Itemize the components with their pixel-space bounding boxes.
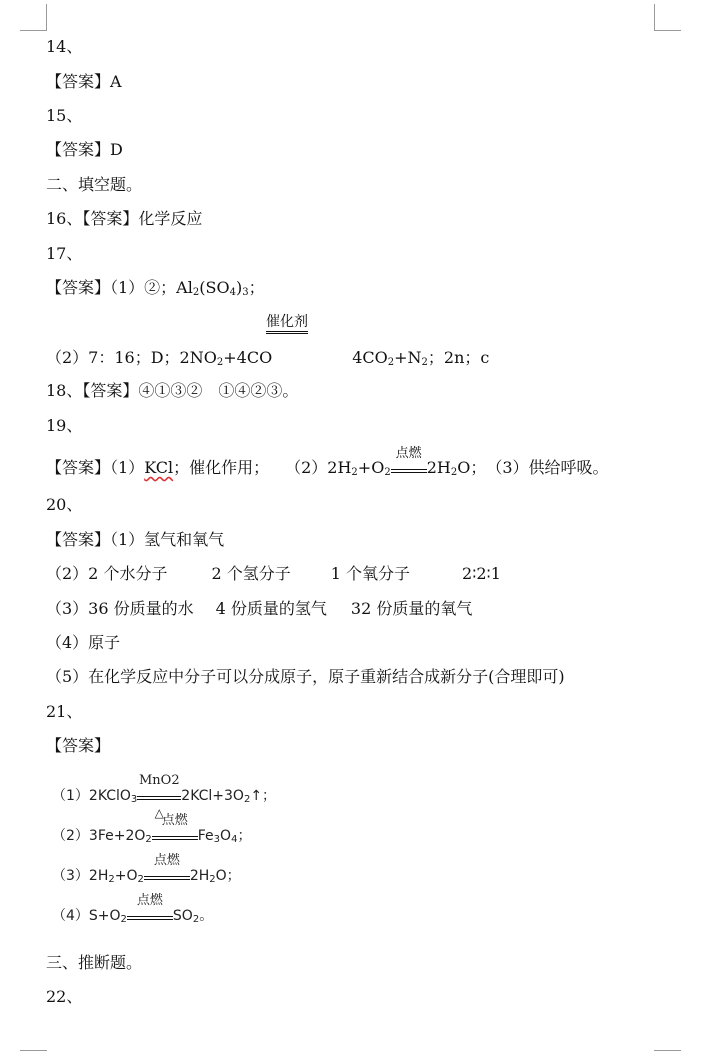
q21-e2-mid: O [220, 828, 232, 844]
crop-mark-top-right-h [654, 30, 681, 31]
q21-e3-s: 2 [108, 874, 115, 885]
q19-s3: 2 [450, 467, 458, 478]
section-2-heading: 二、填空题。 [46, 175, 143, 194]
q19-condition: 点燃 [395, 446, 422, 461]
q21-e3-bar [144, 876, 190, 880]
q21-e2-arrow [152, 813, 198, 840]
q21-e4-post: SO [172, 908, 193, 924]
q21-e3-condition: 点燃 [153, 853, 180, 868]
q20-l2c: 1 个氧分子 [330, 564, 411, 583]
q17-l1-end: ； [248, 278, 265, 297]
catalyst-condition-label: 催化剂 [266, 313, 308, 334]
q21-e3-s2: 2 [137, 874, 144, 885]
q21-e4-arrow [127, 893, 173, 920]
q21-e4-condition: 点燃 [136, 893, 163, 908]
q17-l2-a: （2）7：16；D；2NO [46, 348, 217, 367]
q19-answer [46, 446, 609, 478]
q16-answer: 16、【答案】化学反应 [46, 209, 203, 228]
q14-answer: 【答案】A [46, 72, 122, 91]
q18-answer: 18、【答案】④①③② ①④②③。 [46, 381, 299, 400]
q14-number: 14、 [46, 37, 83, 56]
q17-l2-sub3: 2 [421, 357, 428, 368]
q21-e3-s3: 2 [209, 874, 216, 885]
q21-equation-1 [52, 773, 277, 820]
q15-number: 15、 [46, 106, 83, 125]
q21-e3-mid: +O [114, 868, 138, 884]
q21-e1-post: 2KCl+3O [181, 788, 244, 804]
q20-l2d: 2∶2∶1 [462, 564, 501, 583]
q21-e2-bar [152, 836, 198, 840]
q17-l1-tail: ) [235, 278, 243, 297]
q17-l1-prefix: 【答案】（1）②；Al [46, 278, 193, 297]
q21-e2-s: 2 [145, 834, 152, 845]
q21-e3-post: 2H [189, 868, 210, 884]
q20-line-5: （5）在化学反应中分子可以分成原子，原子重新结合成新分子(合理即可) [46, 667, 565, 686]
q17-l2-sub2: 2 [387, 357, 395, 368]
q21-e2-s2: 3 [213, 834, 221, 845]
q20-number: 20、 [46, 495, 83, 514]
q19-s1: 2 [351, 467, 358, 478]
q20-l2a: （2）2 个水分子 [46, 564, 168, 583]
q19-equals-bar [391, 469, 427, 473]
q21-equation-3 [52, 853, 241, 886]
q19-s2: 2 [384, 467, 391, 478]
q21-e2-condition: 点燃 [161, 813, 188, 828]
q21-e3-pre: （3）2H [52, 868, 109, 884]
q19-prod: 2H [426, 458, 451, 477]
q17-l2-b: +4CO [223, 348, 273, 367]
q21-e1-arrow [137, 773, 181, 820]
q21-e2-pre: （2）3Fe+2O [52, 828, 146, 844]
crop-mark-top-left-v [46, 4, 47, 30]
q21-e4-bar [127, 916, 173, 920]
q21-e2-post: Fe [197, 828, 214, 844]
q21-number: 21、 [46, 702, 83, 721]
q20-line-2 [46, 564, 501, 584]
q17-number: 17、 [46, 244, 83, 263]
q17-answer-line-1 [46, 278, 265, 298]
q19-mid: ；催化作用； （2）2H [173, 458, 352, 477]
q17-l1-sub2: 4 [229, 287, 236, 298]
crop-mark-bottom-left-h [20, 1050, 47, 1051]
q20-l3a: （3）36 份质量的水 [46, 599, 194, 618]
q17-l1-mid: (SO [199, 278, 230, 297]
q21-answer-label: 【答案】 [46, 736, 111, 755]
q22-number: 22、 [46, 987, 83, 1006]
q21-e4-end: 。 [199, 908, 214, 924]
q21-e1-bar [137, 796, 181, 800]
q20-l3c: 32 份质量的氧气 [350, 599, 473, 618]
q20-l3b: 4 份质量的氢气 [215, 599, 327, 618]
q21-e2-s3: 4 [231, 834, 238, 845]
q20-line-3 [46, 599, 472, 619]
q19-pre: 【答案】（1） [46, 458, 145, 477]
q15-answer: 【答案】D [46, 140, 123, 159]
q19-plus: +O [357, 458, 385, 477]
q17-l2-d: +N [394, 348, 422, 367]
section-3-heading: 三、推断题。 [46, 953, 143, 972]
q20-line-1: 【答案】（1）氢气和氧气 [46, 530, 225, 549]
q19-prod2: O； （3）供给呼吸。 [457, 458, 609, 477]
q17-answer-line-2 [46, 348, 489, 368]
q19-number: 19、 [46, 416, 83, 435]
q21-e4-s2: 2 [192, 914, 200, 925]
q21-e4-pre: （4）S+O [52, 908, 121, 924]
q20-line-4: （4）原子 [46, 633, 121, 652]
q21-equation-2 [52, 813, 252, 846]
crop-mark-top-left-h [20, 30, 47, 31]
crop-mark-top-right-v [654, 4, 655, 30]
q21-e3-end: O； [215, 868, 241, 884]
q17-l2-c: 4CO [352, 348, 388, 367]
q21-e1-catalyst: MnO2 [138, 773, 180, 788]
q20-l2b: 2 个氢分子 [211, 564, 291, 583]
q21-e1-heat: △ [154, 806, 164, 820]
q21-e4-s: 2 [120, 914, 127, 925]
q21-equation-4 [52, 893, 214, 926]
q21-e3-arrow [144, 853, 190, 880]
q19-reaction-arrow [391, 446, 427, 473]
q21-e2-end: ； [237, 828, 252, 844]
q17-l1-sub3: 3 [242, 287, 249, 298]
q21-e1-pre: （1）2KClO [52, 788, 131, 804]
q19-kcl: KCl [144, 458, 174, 477]
q21-e1-end: ↑； [250, 788, 277, 804]
q21-e1-s2: 2 [243, 794, 251, 805]
q17-l2-e: ；2n；c [427, 348, 490, 367]
q17-l2-sub1: 2 [216, 357, 224, 368]
q21-e1-s: 3 [130, 794, 138, 805]
crop-mark-bottom-right-h [654, 1050, 681, 1051]
q17-l1-sub: 2 [192, 287, 200, 298]
